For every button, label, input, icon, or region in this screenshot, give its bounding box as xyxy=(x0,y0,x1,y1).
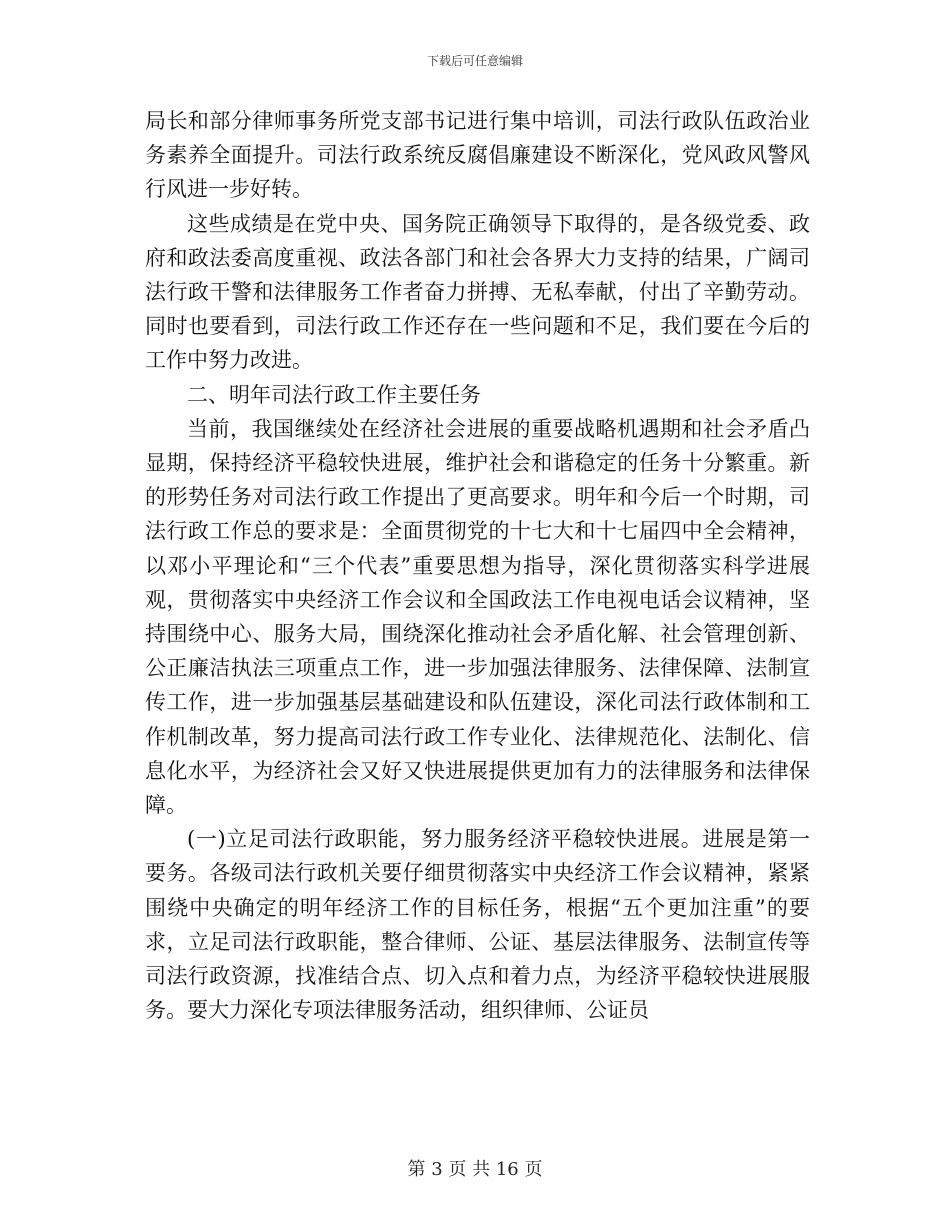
paragraph-3: 当前，我国继续处在经济社会进展的重要战略机遇期和社会矛盾凸显期，保持经济平稳较快进展，维护社会和谐稳定的任务十分繁重。新的形势任务对司法行政工作提出了更高要求。明年和今后一个时期，司法行政工作总的要求是：全面贯彻党的十七大和十七届四中全会精神，以邓小平理论和“三个代表”重要思想为指导，深化贯彻落实科学进展观，贯彻落实中央经济工作会议和全国政法工作电视电话会议精神，坚持围绕中心、服务大局，围绕深化推动社会矛盾化解、社会管理创新、公正廉洁执法三项重点工作，进一步加强法律服务、法律保障、法制宣传工作，进一步加强基层基础建设和队伍建设，深化司法行政体制和工作机制改革，努力提高司法行政工作专业化、法律规范化、法制化、信息化水平，为经济社会又好又快进展提供更加有力的法律服务和法律保障。 xyxy=(145,416,810,818)
paragraph-2: 这些成绩是在党中央、国务院正确领导下取得的，是各级党委、政府和政法委高度重视、政法各部门和社会各界大力支持的结果，广阔司法行政干警和法律服务工作者奋力拼搏、无私奉献，付出了辛勤劳动。同时也要看到，司法行政工作还存在一些问题和不足，我们要在今后的工作中努力改进。 xyxy=(145,211,810,373)
document-body xyxy=(145,104,810,1027)
paragraph-1: 局长和部分律师事务所党支部书记进行集中培训，司法行政队伍政治业务素养全面提升。司法行政系统反腐倡廉建设不断深化，党风政风警风行风进一步好转。 xyxy=(145,109,810,202)
section-heading: 二、明年司法行政工作主要任务 xyxy=(187,382,481,407)
page-number: 第 3 页 共 16 页 xyxy=(407,1159,543,1180)
page-header: 下载后可任意编辑 xyxy=(426,54,523,68)
paragraph-4: (一)立足司法行政职能，努力服务经济平稳较快进展。进展是第一要务。各级司法行政机关要仔细贯彻落实中央经济工作会议精神，紧紧围绕中央确定的明年经济工作的目标任务，根据“五个更加注重”的要求，立足司法行政职能，整合律师、公证、基层法律服务、法制宣传等司法行政资源，找准结合点、切入点和着力点，为经济平稳较快进展服务。要大力深化专项法律服务活动，组织律师、公证员 xyxy=(145,827,810,1023)
